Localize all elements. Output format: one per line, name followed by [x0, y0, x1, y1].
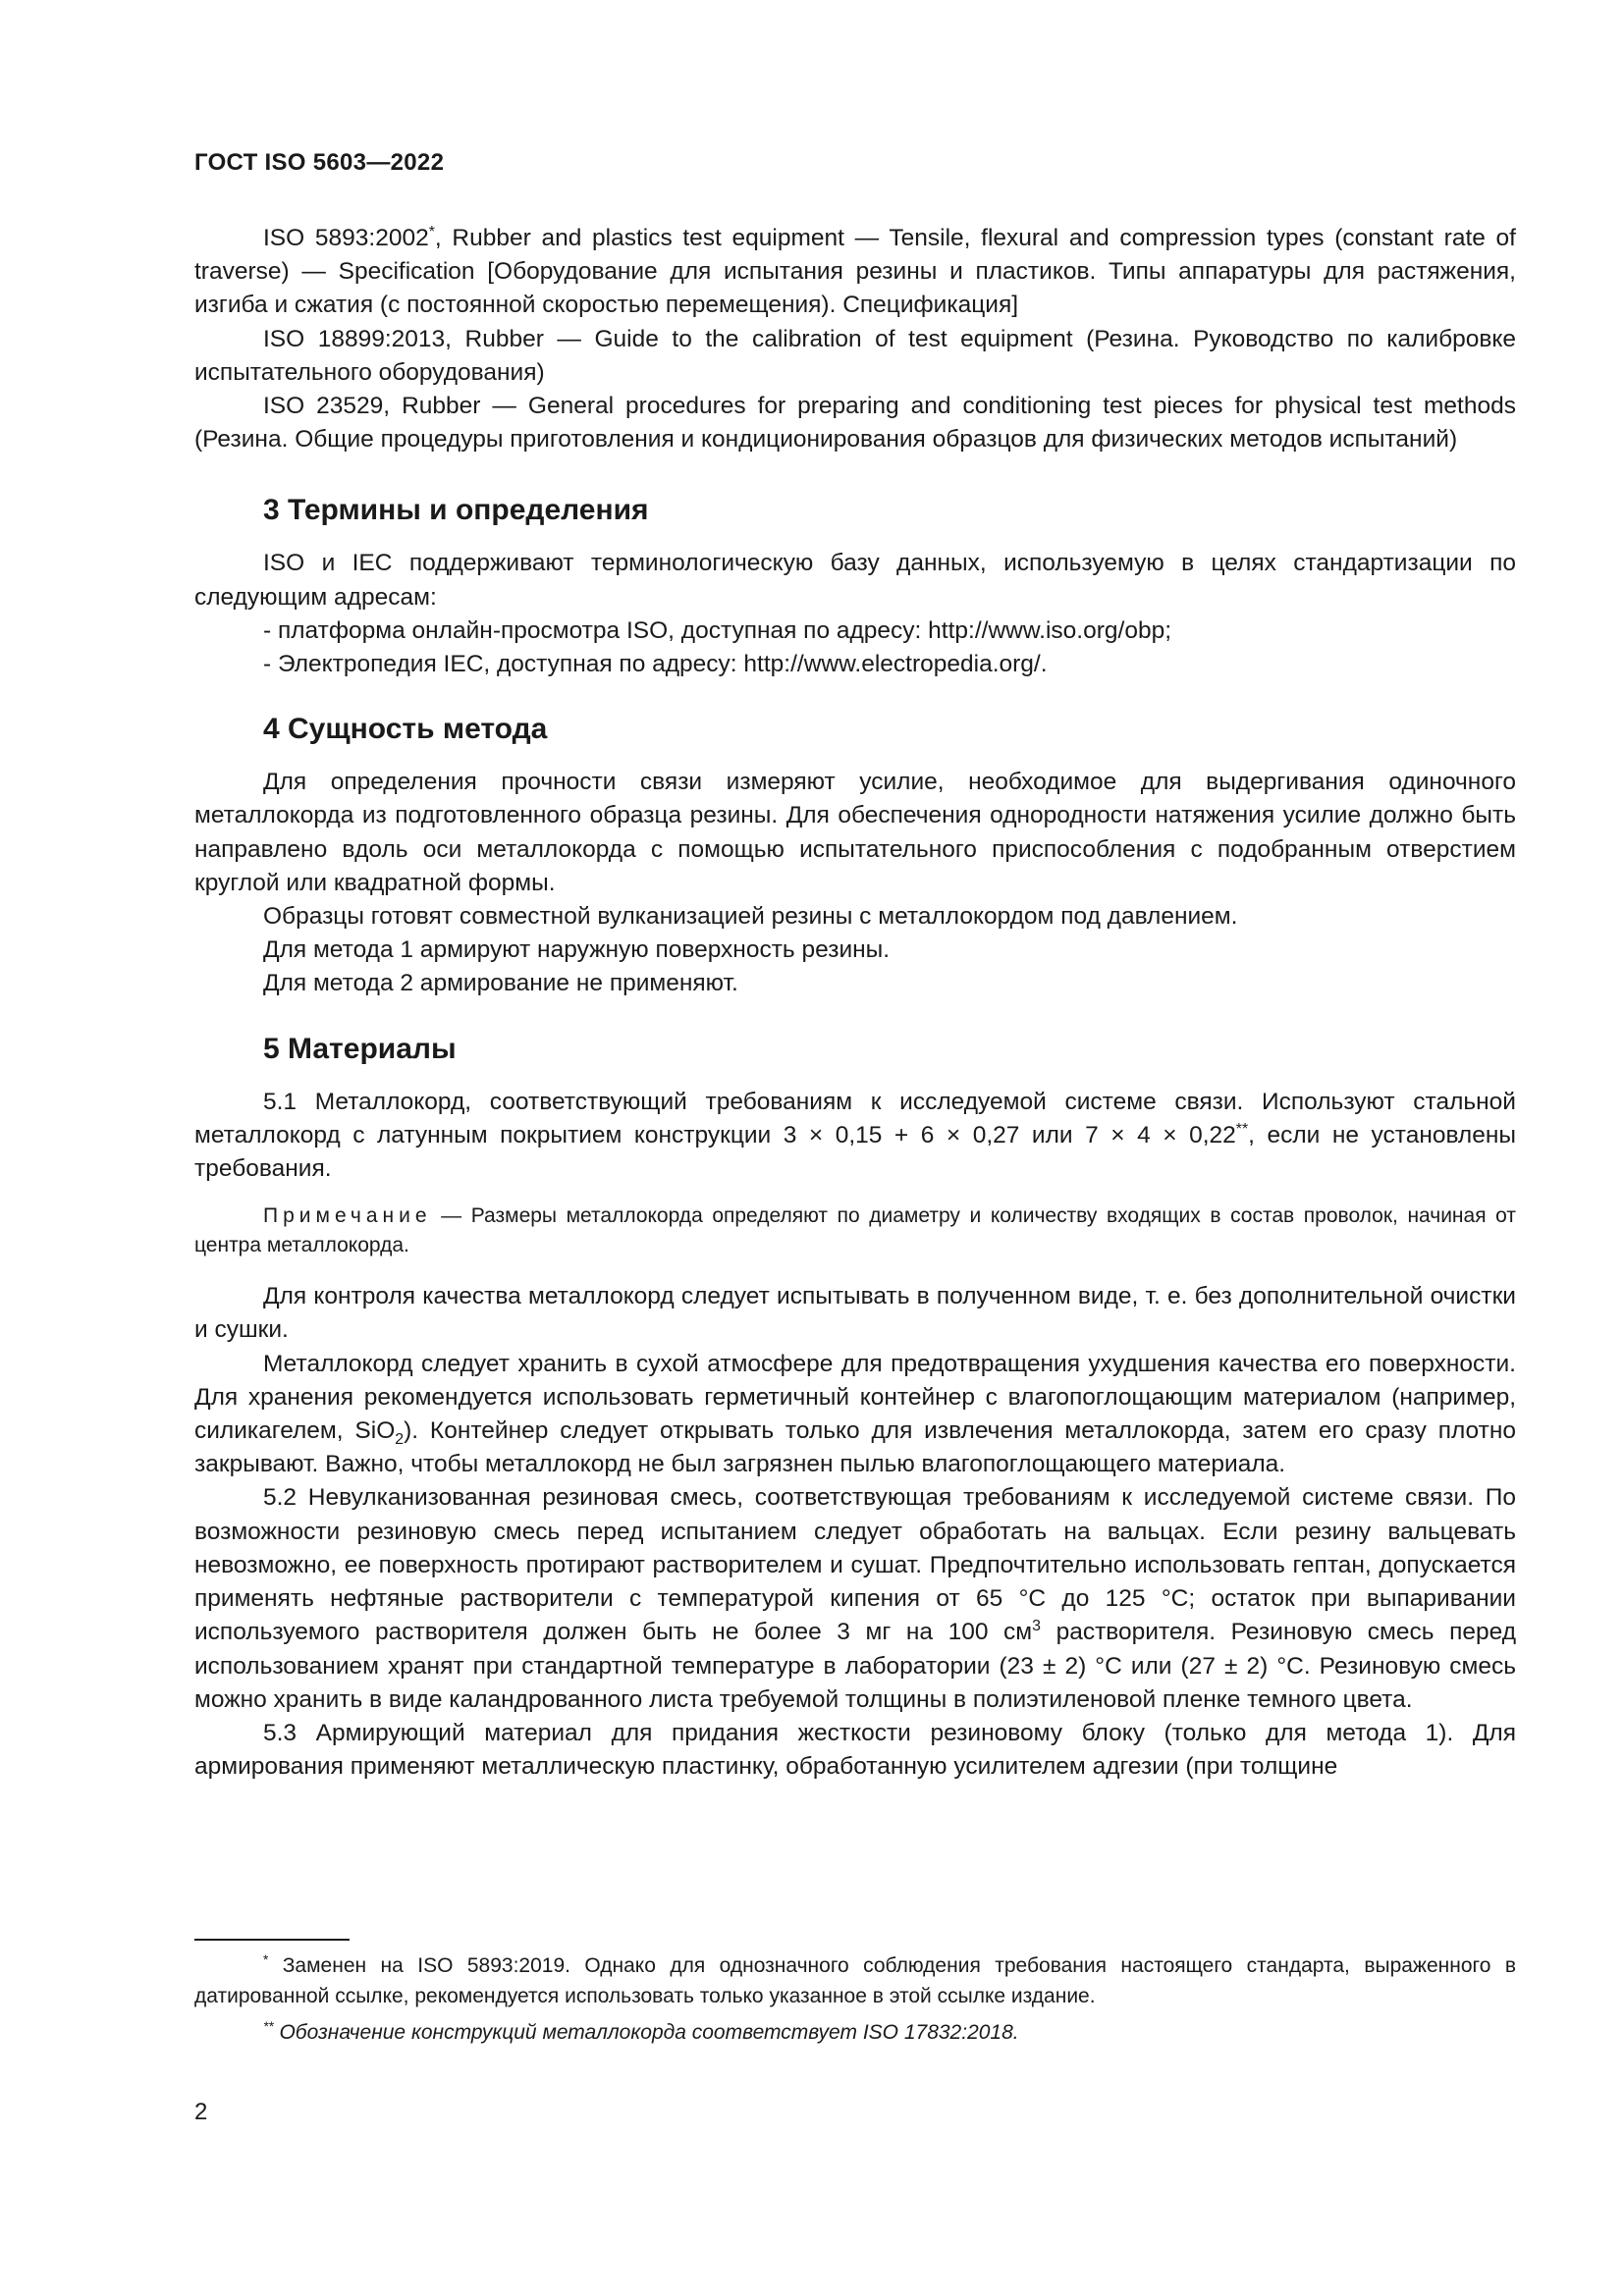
section-4-paragraph: Для метода 1 армируют наружную поверхность резины. [263, 936, 891, 964]
footnote: * Заменен на ISO 5893:2019. Однако для однозначного соблюдения требования настоящего стандарта, выраженного в датированной ссылке, рекомендуется использовать только указанное в этой ссылке издание. [194, 1952, 1516, 2007]
quality-paragraph: Для контроля качества металлокорд следует испытывать в полученном виде, т. е. без дополнительной очистки и сушки. [194, 1283, 1516, 1344]
section-3-item: - Электропедия IEC, доступная по адресу: http://www.electropedia.org/. [263, 651, 1048, 678]
section-3-item: - платформа онлайн-просмотра ISO, доступная по адресу: http://www.iso.org/obp; [263, 616, 1172, 644]
footnote-marker: ** [1235, 1120, 1249, 1138]
note: Примечание — Размеры металлокорда определяют по диаметру и количеству входящих в состав проволок, начиная от центра металлокорда. [194, 1204, 1516, 1257]
footnotes [194, 1939, 1516, 2054]
section-3-title: 3 Термины и определения [263, 494, 649, 527]
footnote: ** Обозначение конструкций металлокорда соответствует ISO 17832:2018. [263, 2019, 1019, 2044]
section-3-intro: ISO и IEC поддерживают терминологическую базу данных, используемую в целях стандартизации по следующим адресам: [194, 550, 1516, 611]
clause-5-3: 5.3 Армирующий материал для придания жесткости резиновому блоку (только для метода 1). Для армирования применяют металлическую пластинку, обработанную усилителем адгезии (при толщине [194, 1719, 1516, 1781]
note-text: Размеры металлокорда определяют по диаметру и количеству входящих в состав проволок, начиная от центра металлокорда. [194, 1204, 1516, 1257]
page-number: 2 [194, 2099, 208, 2125]
reference-iso-5893: ISO 5893:2002*, Rubber and plastics test equipment — Tensile, flexural and compression types (constant rate of traverse) — Specification [Оборудование для испытания резины и пластиков. Типы аппаратуры для растяжения, изгиба и сжатия (с постоянной скоростью перемещения). Спецификация] [194, 223, 1516, 319]
storage-paragraph: Металлокорд следует хранить в сухой атмосфере для предотвращения ухудшения качества его поверхности. Для хранения рекомендуется использовать герметичный контейнер с влагопоглощающим материалом (например, силикагелем, SiO$_2$). Контейнер следует открывать только для извлечения металлокорда, затем его сразу плотно закрывают. Важно, чтобы металлокорд не был загрязнен пылью влагопоглощающего материала. [194, 1350, 1516, 1478]
clause-5-1: 5.1 Металлокорд, соответствующий требованиям к исследуемой системе связи. Используют стальной металлокорд с латунным покрытием конструкции 3 × 0,15 + 6 × 0,27 или 7 × 4 × 0,22**, если не установлены требования. [194, 1088, 1516, 1183]
section-4-paragraph: Для метода 2 армирование не применяют. [263, 970, 738, 997]
section-4-title: 4 Сущность метода [263, 713, 548, 746]
document-header: ГОСТ ISO 5603—2022 [194, 149, 445, 176]
reference-iso-23529: ISO 23529, Rubber — General procedures for preparing and conditioning test pieces for physical test methods (Резина. Общие процедуры приготовления и кондиционирования образцов для физических методов испытаний) [194, 393, 1516, 454]
section-4-paragraph: Образцы готовят совместной вулканизацией резины с металлокордом под давлением. [263, 903, 1238, 931]
section-5-title: 5 Материалы [263, 1032, 457, 1065]
footnote-marker: * [428, 223, 435, 240]
clause-5-2: 5.2 Невулканизованная резиновая смесь, соответствующая требованиям к исследуемой системе связи. По возможности резиновую смесь перед испытанием следует обработать на вальцах. Если резину вальцевать невозможно, ее поверхность протирают растворителем и сушат. Предпочтительно использовать гептан, допускается применять нефтяные растворители с температурой кипения от 65 °C до 125 °C; остаток при выпаривании используемого растворителя должен быть не более 3 мг на 100 $см^3$ растворителя. Резиновую смесь перед использованием хранят при стандартной температуре в лаборатории (23 ± 2) °C или (27 ± 2) °C. Резиновую смесь можно хранить в виде каландрованного листа требуемой толщины в полиэтиленовой пленке темного цвета. [194, 1484, 1516, 1713]
section-4-paragraph: Для определения прочности связи измеряют усилие, необходимое для выдергивания одиночного металлокорда из подготовленного образца резины. Для обеспечения однородности натяжения усилие должно быть направлено вдоль оси металлокорда с помощью испытательного приспособления с подобранным отверстием круглой или квадратной формы. [194, 769, 1516, 896]
reference-iso-18899: ISO 18899:2013, Rubber — Guide to the calibration of test equipment (Резина. Руководство по калибровке испытательного оборудования) [194, 325, 1516, 386]
note-label: Примечание [263, 1204, 432, 1228]
document-body [194, 222, 1516, 1784]
footnote-divider [194, 1939, 350, 1941]
